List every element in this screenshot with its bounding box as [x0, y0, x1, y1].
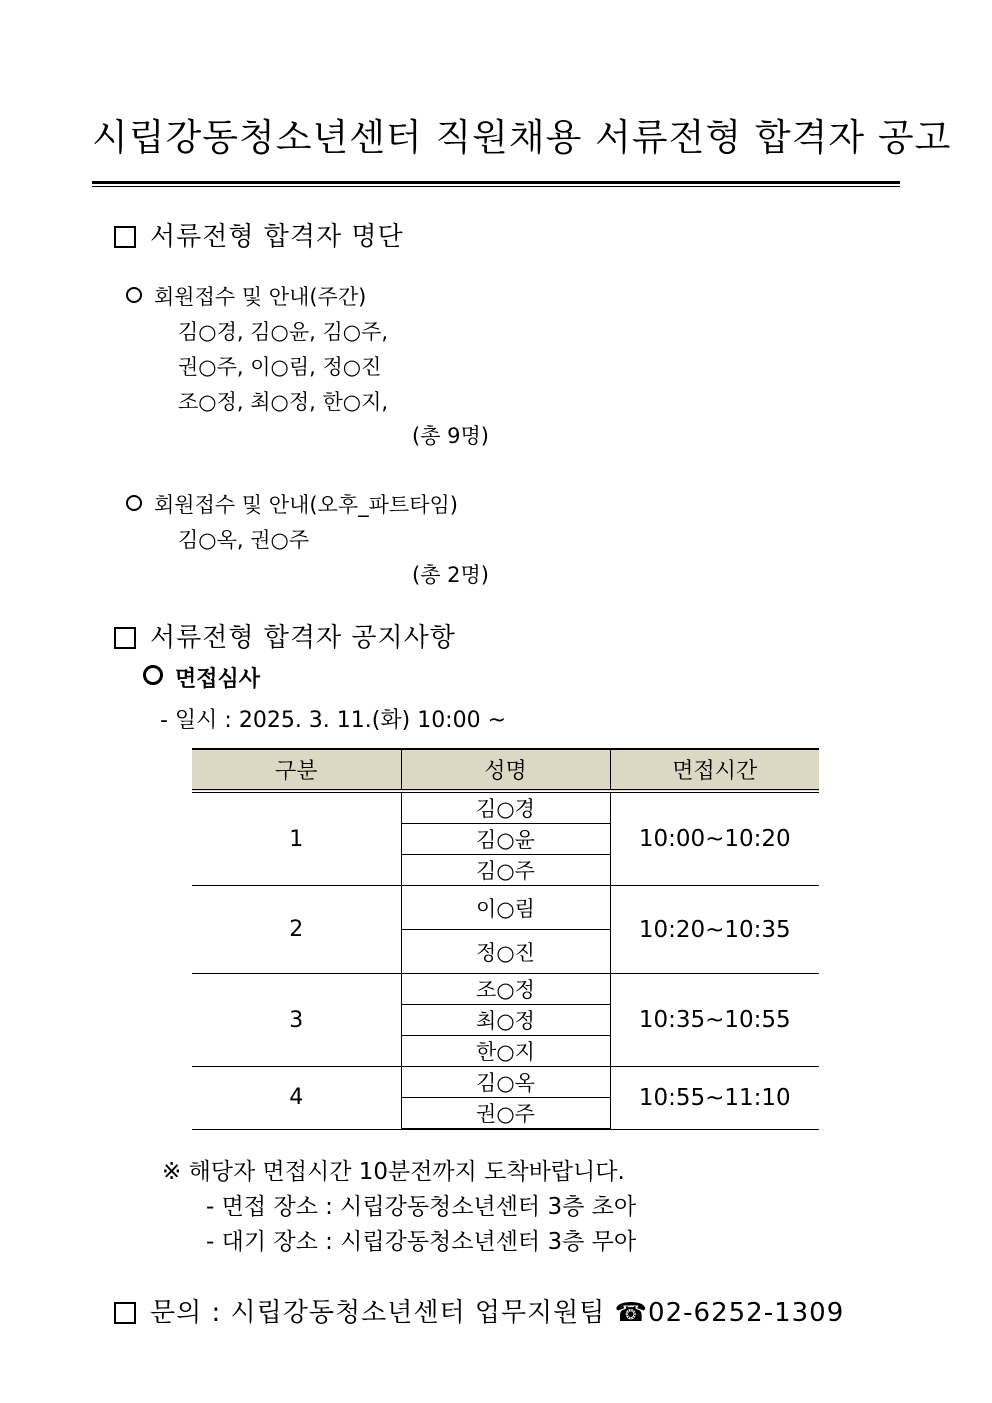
- checkbox-square-icon: [114, 1302, 136, 1324]
- interview-time: 10:20~10:35: [610, 886, 819, 974]
- table-header-row: [192, 749, 819, 791]
- interview-time: 10:55~11:10: [610, 1067, 819, 1130]
- candidate-name: 한○지: [401, 1036, 610, 1067]
- candidate-name: 조○정: [401, 974, 610, 1005]
- arrival-note: ※ 해당자 면접시간 10분전까지 도착바랍니다.: [162, 1159, 625, 1185]
- group1-label-row: [126, 282, 366, 312]
- header-group: 구분: [192, 749, 401, 791]
- candidate-name: 최○정: [401, 1005, 610, 1036]
- interview-time: 10:35~10:55: [610, 974, 819, 1067]
- header-time: 면접시간: [610, 749, 819, 791]
- group1-line-1: 김○경, 김○윤, 김○주,: [178, 320, 389, 344]
- table-row: [192, 886, 819, 930]
- contact-row: [114, 1294, 844, 1332]
- circle-bullet-icon: [126, 495, 142, 511]
- group-number: 4: [192, 1067, 401, 1130]
- circle-bullet-icon: [126, 287, 142, 303]
- section1-heading-row: [114, 219, 404, 255]
- group1-total: (총 9명): [412, 424, 489, 448]
- checkbox-square-icon: [114, 627, 136, 649]
- group-number: 1: [192, 791, 401, 886]
- title-rule-thin: [92, 186, 900, 187]
- candidate-name: 김○윤: [401, 824, 610, 855]
- group2-label-row: [126, 490, 458, 520]
- group1-line-3: 조○정, 최○정, 한○지,: [178, 390, 389, 414]
- section2-heading: 서류전형 합격자 공지사항: [150, 623, 456, 653]
- group2-line-1: 김○옥, 권○주: [178, 528, 310, 552]
- table-row: [192, 791, 819, 824]
- group2-label: 회원접수 및 안내(오후_파트타임): [154, 493, 458, 517]
- group1-label: 회원접수 및 안내(주간): [154, 285, 367, 309]
- waiting-location: - 대기 장소 : 시립강동청소년센터 3층 무아: [206, 1229, 637, 1255]
- candidate-name: 권○주: [401, 1098, 610, 1130]
- group2-total: (총 2명): [412, 563, 489, 587]
- interview-datetime: - 일시 : 2025. 3. 11.(화) 10:00 ~: [160, 708, 507, 733]
- circle-bullet-icon: [143, 665, 163, 685]
- page-title: 시립강동청소년센터 직원채용 서류전형 합격자 공고: [92, 116, 952, 159]
- interview-heading: 면접심사: [175, 667, 261, 692]
- group1-line-2: 권○주, 이○림, 정○진: [178, 355, 382, 379]
- interview-location: - 면접 장소 : 시립강동청소년센터 3층 초아: [206, 1194, 637, 1220]
- interview-time: 10:00~10:20: [610, 791, 819, 886]
- interview-heading-row: [143, 665, 260, 695]
- candidate-name: 정○진: [401, 930, 610, 974]
- interview-schedule-table: [192, 748, 819, 1130]
- section2-heading-row: [114, 620, 456, 656]
- candidate-name: 김○주: [401, 855, 610, 886]
- title-rule-thick: [92, 181, 900, 184]
- candidate-name: 김○옥: [401, 1067, 610, 1098]
- candidate-name: 이○림: [401, 886, 610, 930]
- section1-heading: 서류전형 합격자 명단: [150, 222, 404, 252]
- group-number: 3: [192, 974, 401, 1067]
- contact-text: 문의 : 시립강동청소년센터 업무지원팀 ☎02-6252-1309: [150, 1298, 845, 1328]
- header-name: 성명: [401, 749, 610, 791]
- table-row: [192, 974, 819, 1005]
- checkbox-square-icon: [114, 226, 136, 248]
- table-row: [192, 1067, 819, 1098]
- group-number: 2: [192, 886, 401, 974]
- candidate-name: 김○경: [401, 791, 610, 824]
